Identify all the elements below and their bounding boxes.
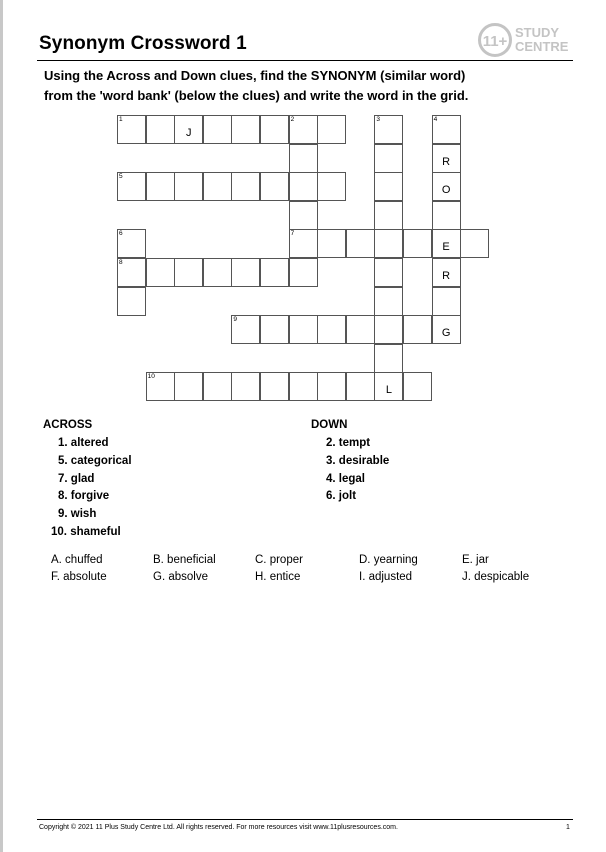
- crossword-cell[interactable]: [432, 115, 461, 144]
- crossword-cell[interactable]: [374, 144, 403, 173]
- cell-clue-number: 4: [433, 116, 438, 123]
- crossword-cell[interactable]: [289, 372, 318, 401]
- crossword-cell[interactable]: [374, 115, 403, 144]
- crossword-cell[interactable]: [403, 372, 432, 401]
- crossword-cell[interactable]: [174, 372, 203, 401]
- crossword-cell[interactable]: [146, 372, 175, 401]
- page-title: Synonym Crossword 1: [39, 33, 247, 54]
- crossword-cell[interactable]: [432, 258, 461, 287]
- word-bank-item: E. jar: [462, 554, 489, 566]
- crossword-cell[interactable]: [374, 201, 403, 230]
- crossword-cell[interactable]: [260, 172, 289, 201]
- crossword-cell[interactable]: [460, 229, 489, 258]
- crossword-cell[interactable]: [231, 315, 260, 344]
- crossword-cell[interactable]: [117, 287, 146, 316]
- crossword-cell[interactable]: [289, 229, 318, 258]
- footer-divider: [37, 819, 573, 820]
- cell-clue-number: 2: [290, 116, 295, 123]
- crossword-cell[interactable]: [231, 372, 260, 401]
- crossword-cell[interactable]: [203, 172, 232, 201]
- clue-item: 5. categorical: [58, 454, 132, 467]
- clue-item: 4. legal: [326, 472, 366, 485]
- logo-text-centre: CENTRE: [515, 39, 569, 54]
- crossword-cell[interactable]: [289, 315, 318, 344]
- cell-clue-number: 5: [119, 173, 123, 181]
- crossword-cell[interactable]: [117, 229, 146, 258]
- down-heading: DOWN: [311, 419, 348, 431]
- crossword-cell[interactable]: [374, 315, 403, 344]
- cell-clue-number: 6: [119, 230, 123, 238]
- crossword-cell[interactable]: [374, 258, 403, 287]
- word-bank-item: I. adjusted: [359, 571, 413, 583]
- crossword-cell[interactable]: [403, 315, 432, 344]
- word-bank-item: J. despicable: [462, 571, 530, 583]
- word-bank-item: F. absolute: [51, 571, 107, 583]
- logo-text-study: STUDY: [515, 25, 560, 40]
- crossword-cell[interactable]: [432, 172, 461, 201]
- crossword-cell[interactable]: [174, 258, 203, 287]
- crossword-cell[interactable]: [432, 229, 461, 258]
- logo-number: 11+: [482, 33, 508, 50]
- crossword-cell[interactable]: [432, 315, 461, 344]
- cell-clue-number: 9: [233, 316, 238, 324]
- clue-item: 2. tempt: [326, 437, 371, 449]
- crossword-cell[interactable]: [146, 258, 175, 287]
- clue-item: 7. glad: [58, 472, 95, 485]
- footer-copyright: Copyright © 2021 11 Plus Study Centre Ltd. All rights reserved. For more resources visit www.11plusresources.com.: [39, 824, 398, 831]
- word-bank-item: C. proper: [255, 554, 303, 566]
- across-clues: [51, 435, 132, 542]
- crossword-cell[interactable]: [289, 144, 318, 173]
- crossword-cell[interactable]: [203, 115, 232, 144]
- crossword-cell[interactable]: [289, 258, 318, 287]
- crossword-cell[interactable]: [146, 172, 175, 201]
- clue-item: 6. jolt: [326, 490, 357, 503]
- crossword-cell[interactable]: [432, 201, 461, 230]
- crossword-grid: [0, 0, 606, 420]
- cell-clue-number: 1: [119, 116, 123, 123]
- crossword-cell[interactable]: [231, 258, 260, 287]
- down-clues: [326, 435, 389, 506]
- word-bank-item: H. entice: [255, 571, 301, 583]
- word-bank-item: A. chuffed: [51, 554, 103, 566]
- clue-item: 8. forgive: [58, 490, 110, 503]
- crossword-cell[interactable]: [317, 315, 346, 344]
- crossword-cell[interactable]: [260, 372, 289, 401]
- crossword-cell[interactable]: [289, 115, 318, 144]
- cell-clue-number: 3: [376, 116, 381, 123]
- crossword-cell[interactable]: [432, 144, 461, 173]
- instructions-line-1: Using the Across and Down clues, find the SYNONYM (similar word): [44, 68, 466, 83]
- crossword-cell[interactable]: [374, 229, 403, 258]
- crossword-cell[interactable]: [231, 172, 260, 201]
- crossword-cell[interactable]: [403, 229, 432, 258]
- crossword-cell[interactable]: [374, 287, 403, 316]
- cell-given-letter: L: [385, 384, 392, 397]
- cell-given-letter: G: [441, 327, 451, 340]
- crossword-cell[interactable]: [374, 344, 403, 373]
- crossword-cell[interactable]: [260, 315, 289, 344]
- clue-item: 1. altered: [58, 437, 109, 449]
- crossword-cell[interactable]: [317, 372, 346, 401]
- crossword-cell[interactable]: [289, 201, 318, 230]
- cell-clue-number: 7: [290, 230, 295, 238]
- crossword-cell[interactable]: [117, 115, 146, 144]
- crossword-cell[interactable]: [146, 115, 175, 144]
- word-bank-item: G. absolve: [153, 571, 208, 583]
- across-heading: ACROSS: [43, 419, 93, 431]
- crossword-cell[interactable]: [117, 258, 146, 287]
- crossword-cell[interactable]: [289, 172, 318, 201]
- crossword-cell[interactable]: [203, 372, 232, 401]
- crossword-cell[interactable]: [317, 229, 346, 258]
- word-bank-item: B. beneficial: [153, 554, 216, 566]
- crossword-cell[interactable]: [260, 258, 289, 287]
- crossword-cell[interactable]: [374, 172, 403, 201]
- crossword-cell[interactable]: [317, 172, 346, 201]
- crossword-cell[interactable]: [260, 115, 289, 144]
- cell-given-letter: R: [442, 270, 451, 282]
- crossword-cell[interactable]: [174, 172, 203, 201]
- crossword-cell[interactable]: [203, 258, 232, 287]
- crossword-cell[interactable]: [174, 115, 203, 144]
- cell-given-letter: O: [441, 184, 451, 197]
- clue-item: 9. wish: [58, 508, 97, 521]
- cell-clue-number: 10: [147, 373, 155, 381]
- clue-item: 10. shameful: [51, 525, 121, 538]
- crossword-cell[interactable]: [432, 287, 461, 316]
- clue-item: 3. desirable: [326, 454, 390, 467]
- crossword-cell[interactable]: [346, 229, 375, 258]
- crossword-cell[interactable]: [231, 115, 260, 144]
- crossword-cell[interactable]: [346, 315, 375, 344]
- instructions-line-2: from the 'word bank' (below the clues) and write the word in the grid.: [44, 88, 469, 103]
- crossword-cell[interactable]: [346, 372, 375, 401]
- cell-given-letter: R: [442, 155, 451, 168]
- page-number: 1: [566, 824, 570, 831]
- cell-clue-number: 8: [119, 259, 123, 266]
- crossword-cell[interactable]: [374, 372, 403, 401]
- crossword-cell[interactable]: [317, 115, 346, 144]
- cell-given-letter: E: [442, 241, 450, 254]
- cell-given-letter: J: [185, 127, 192, 139]
- word-bank-item: D. yearning: [359, 554, 418, 566]
- crossword-cell[interactable]: [117, 172, 146, 201]
